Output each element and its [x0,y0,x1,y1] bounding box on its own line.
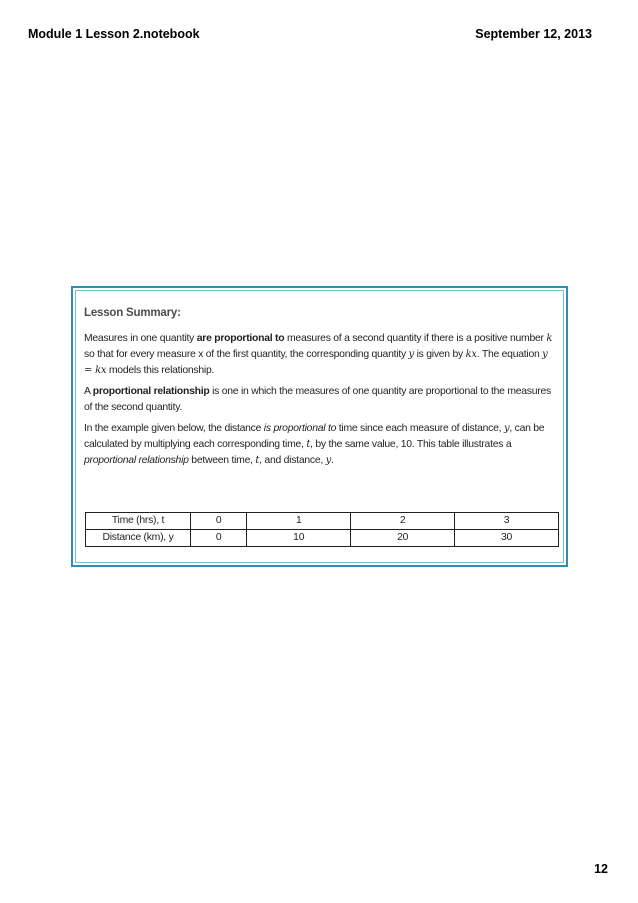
lesson-summary-inner [75,290,564,563]
row-label-distance: Distance (km), y [86,530,191,547]
example-paragraph [84,421,557,469]
text-run: . The equation [476,349,543,360]
table-cell: 2 [351,513,455,530]
row-label-time: Time (hrs), t [86,513,191,530]
text-run: In the example given below, the distance [84,423,264,434]
italic-term: proportional relationship [84,455,189,466]
text-run: , and distance, [259,455,326,466]
table-cell: 3 [455,513,559,530]
math-t: t [306,439,311,450]
math-y: y [325,455,332,466]
notebook-title: Module 1 Lesson 2.notebook [28,27,200,41]
math-equals: = [84,365,96,376]
math-eq-kx: kx [95,365,107,376]
lesson-summary-box [71,286,568,567]
math-kx: kx [465,349,477,360]
text-run: is one in which the measures of one quantity are proportional to the measures of the second quantity. [84,386,551,413]
text-run: so that for every measure x of the first quantity, the corresponding quantity [84,349,409,360]
text-run: measures of a second quantity if there is a positive number [284,333,547,344]
bold-term: proportional relationship [92,386,210,397]
page-number: 12 [594,862,608,876]
table-row [86,513,559,530]
page-date: September 12, 2013 [475,27,592,41]
time-distance-table [85,512,559,547]
text-run: . [331,455,334,466]
definition-proportional-relationship [84,384,557,416]
text-run: , can be calculated by multiplying each corresponding time, [84,423,545,450]
math-y: y [503,423,510,434]
table-cell: 0 [191,513,247,530]
table-cell: 10 [247,530,351,547]
table-cell: 0 [191,530,247,547]
math-t: t [255,455,260,466]
text-run: is given by [413,349,466,360]
table-row [86,530,559,547]
text-run: , by the same value, 10. This table illustrates a [310,439,512,450]
table-cell: 20 [351,530,455,547]
text-run: A [84,386,93,397]
math-eq-y: y [542,349,548,360]
text-run: models this relationship. [106,365,215,376]
definition-proportional-to [84,331,557,379]
table-cell: 1 [247,513,351,530]
table-cell: 30 [455,530,559,547]
text-run: time since each measure of distance, [336,423,504,434]
italic-term: is proportional to [263,423,337,434]
math-k: k [546,333,553,344]
math-y: y [408,349,414,360]
bold-term: are proportional to [196,333,285,344]
text-run: between time, [188,455,256,466]
lesson-summary-title: Lesson Summary: [84,307,181,319]
text-run: Measures in one quantity [84,333,197,344]
